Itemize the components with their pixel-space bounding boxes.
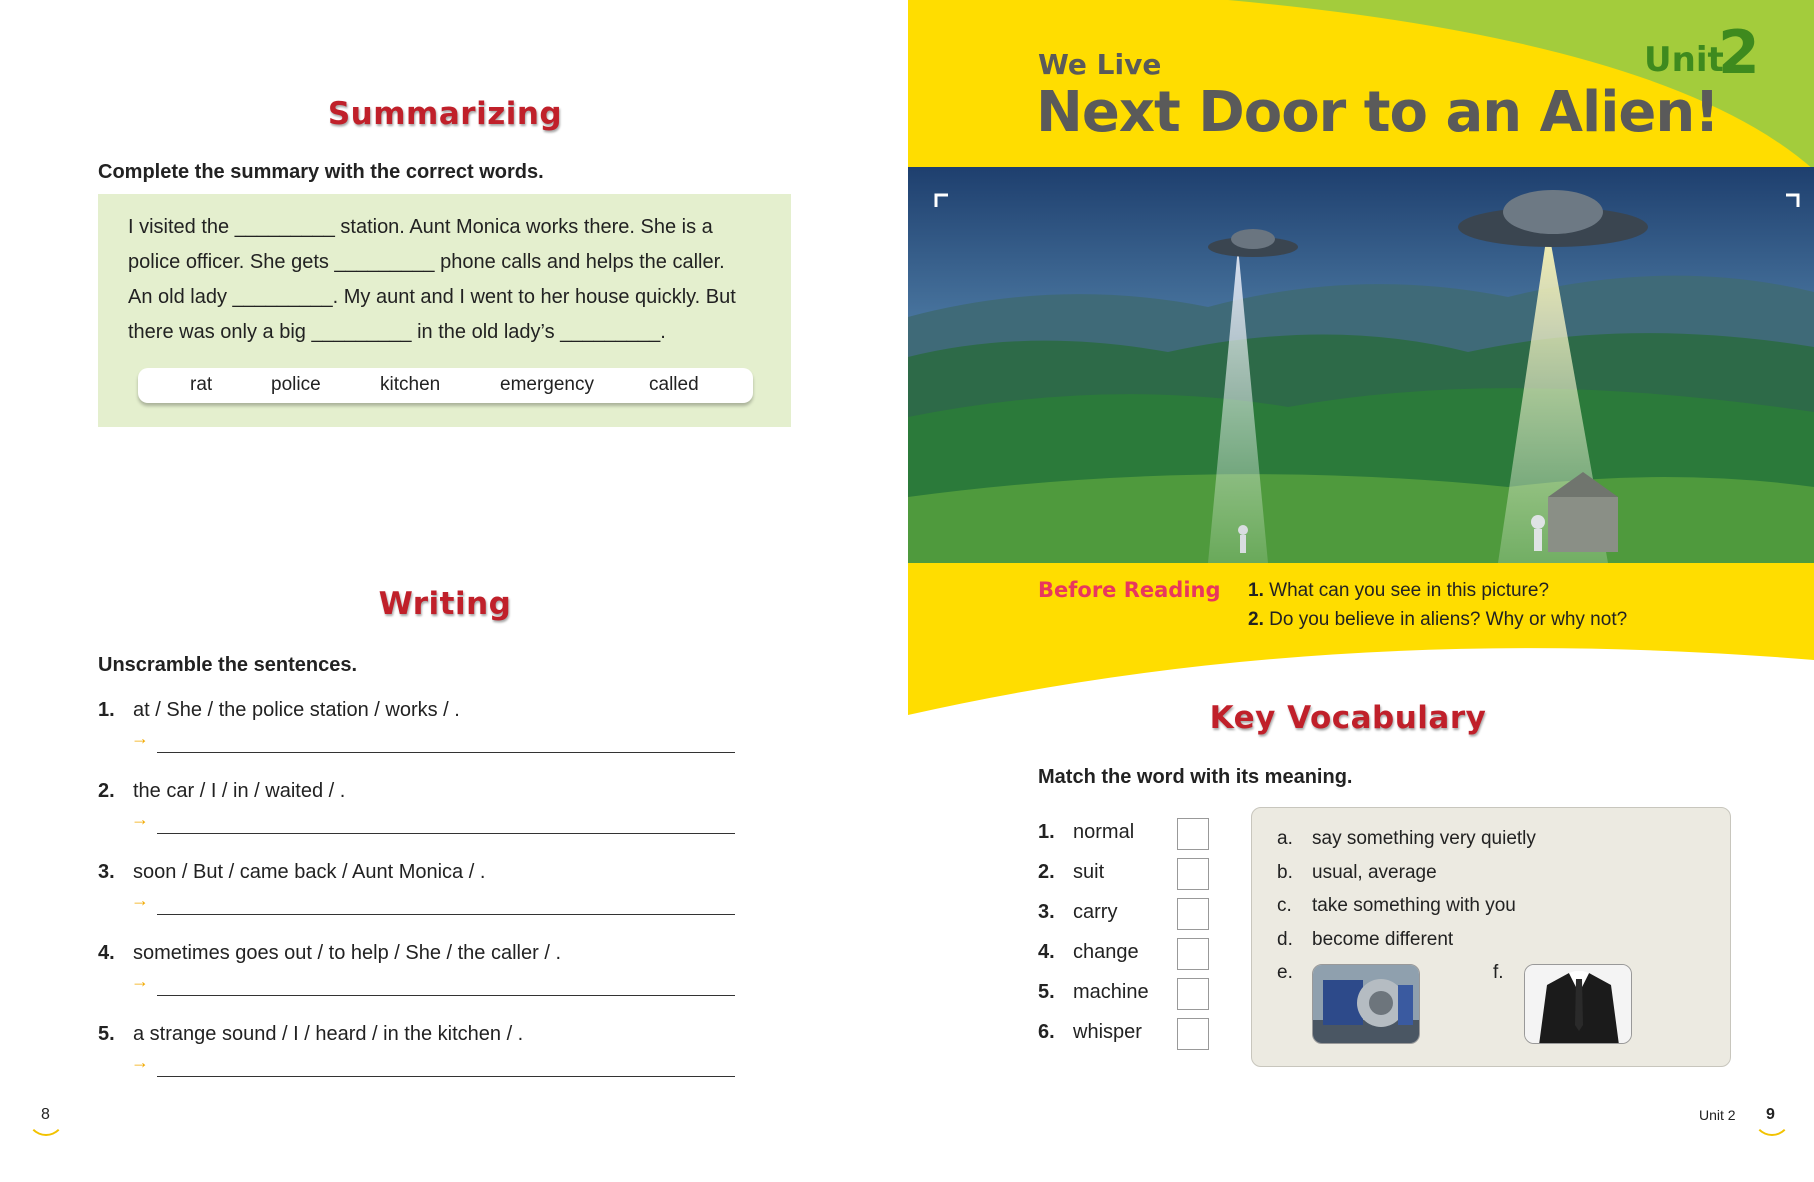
vocab-number: 3. (1038, 901, 1055, 923)
page-number: 8 (41, 1106, 50, 1123)
meaning-text: become different (1312, 929, 1454, 950)
unit-number: 2 (1718, 18, 1760, 88)
vocab-number: 5. (1038, 981, 1055, 1003)
meaning-text: usual, average (1312, 862, 1437, 883)
writing-item-number: 2. (98, 780, 115, 802)
before-reading-question (1248, 580, 1549, 602)
vocab-word: suit (1073, 861, 1105, 883)
answer-line[interactable] (157, 752, 735, 753)
meaning-letter: b. (1277, 862, 1293, 883)
answer-line[interactable] (157, 833, 735, 834)
answer-box[interactable] (1177, 898, 1209, 930)
page-number: 9 (1766, 1106, 1775, 1123)
summarizing-instruction: Complete the summary with the correct words. (98, 161, 544, 183)
writing-item-text: a strange sound / I / heard / in the kitchen / . (133, 1023, 524, 1045)
answer-box[interactable] (1177, 978, 1209, 1010)
answer-line[interactable] (157, 914, 735, 915)
summarizing-title: Summarizing (327, 96, 563, 132)
meaning-letter: c. (1277, 895, 1292, 916)
question-number: 1. (1248, 580, 1264, 601)
writing-item-text: the car / I / in / waited / . (133, 780, 346, 802)
header-small-title: We Live (1038, 48, 1162, 81)
vocab-word: change (1073, 941, 1139, 963)
writing-item-number: 5. (98, 1023, 115, 1045)
ufo-illustration (908, 167, 1814, 563)
word-bank-word: called (649, 374, 699, 395)
word-bank (138, 368, 753, 403)
answer-line[interactable] (157, 995, 735, 996)
writing-item-number: 1. (98, 699, 115, 721)
writing-item-number: 3. (98, 861, 115, 883)
before-reading-label: Before Reading (1038, 578, 1221, 602)
answer-box[interactable] (1177, 858, 1209, 890)
question-text: Do you believe in aliens? Why or why not? (1269, 609, 1628, 630)
right-page (908, 0, 1814, 1182)
word-bank-word: emergency (500, 374, 594, 395)
vocab-number: 2. (1038, 861, 1055, 883)
arrow-icon: → (131, 728, 149, 748)
suit-photo (1524, 964, 1632, 1044)
key-vocabulary-instruction: Match the word with its meaning. (1038, 766, 1353, 788)
vocab-word: whisper (1073, 1021, 1142, 1043)
machine-photo (1312, 964, 1420, 1044)
summary-text (128, 210, 768, 350)
summary-line: I visited the _________ station. Aunt Monica works there. She is a (128, 216, 713, 238)
answer-box[interactable] (1177, 1018, 1209, 1050)
arrow-icon: → (131, 809, 149, 829)
vocab-word: carry (1073, 901, 1118, 923)
meaning-letter: e. (1277, 962, 1293, 983)
writing-item-text: sometimes goes out / to help / She / the caller / . (133, 942, 561, 964)
unit-label: Unit (1644, 40, 1724, 80)
before-reading-question (1248, 609, 1627, 631)
question-text: What can you see in this picture? (1269, 580, 1550, 601)
meaning-letter: a. (1277, 828, 1293, 849)
answer-box[interactable] (1177, 938, 1209, 970)
meaning-letter: f. (1493, 962, 1504, 983)
writing-instruction: Unscramble the sentences. (98, 654, 357, 676)
summary-line: police officer. She gets _________ phone calls and helps the caller. (128, 251, 725, 273)
question-number: 2. (1248, 609, 1264, 630)
writing-item-text: at / She / the police station / works / . (133, 699, 460, 721)
meaning-text: take something with you (1312, 895, 1516, 916)
vocab-number: 4. (1038, 941, 1055, 963)
key-vocabulary-title: Key Vocabulary (1209, 700, 1487, 736)
arrow-icon: → (131, 971, 149, 991)
word-bank-word: kitchen (380, 374, 441, 395)
arrow-icon: → (131, 890, 149, 910)
summary-line: there was only a big _________ in the old lady’s _________. (128, 321, 666, 343)
summary-line: An old lady _________. My aunt and I went to her house quickly. But (128, 286, 736, 308)
meaning-letter: d. (1277, 929, 1293, 950)
arrow-icon: → (131, 1052, 149, 1072)
word-bank-word: police (271, 374, 321, 395)
vocab-number: 1. (1038, 821, 1055, 843)
summary-box (98, 194, 791, 427)
vocab-word: machine (1073, 981, 1149, 1003)
answer-line[interactable] (157, 1076, 735, 1077)
writing-item-number: 4. (98, 942, 115, 964)
meaning-text: say something very quietly (1312, 828, 1536, 849)
vocab-word: normal (1073, 821, 1135, 843)
answer-box[interactable] (1177, 818, 1209, 850)
word-bank-word: rat (190, 374, 213, 395)
vocab-number: 6. (1038, 1021, 1055, 1043)
writing-item-text: soon / But / came back / Aunt Monica / . (133, 861, 486, 883)
writing-title: Writing (378, 586, 512, 622)
footer-unit-label: Unit 2 (1699, 1107, 1736, 1123)
header-big-title: Next Door to an Alien! (1036, 80, 1719, 145)
meanings-panel (1251, 807, 1731, 1067)
